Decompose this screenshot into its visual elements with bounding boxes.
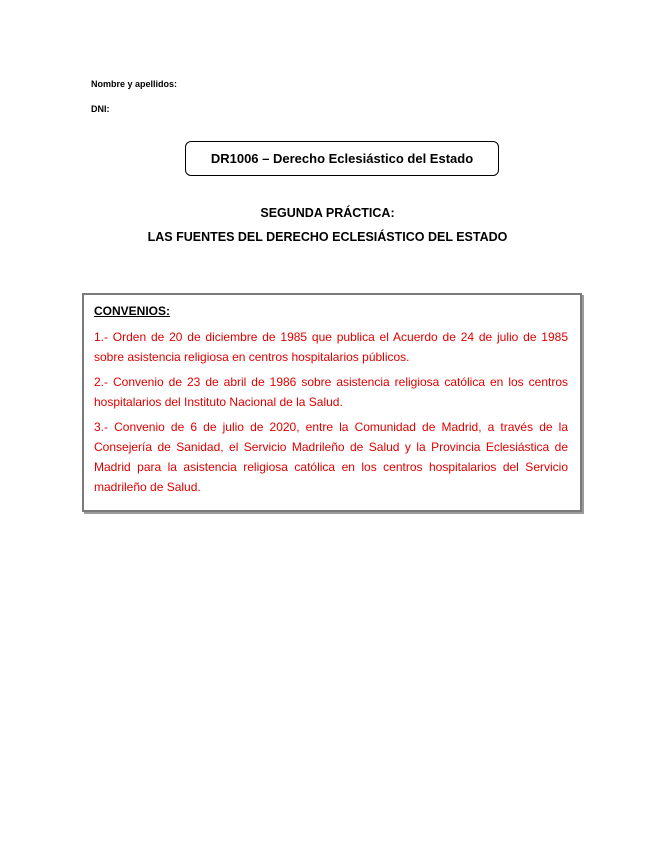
convenio-item-1: 1.- Orden de 20 de diciembre de 1985 que publica el Acuerdo de 24 de julio de 1985 sobre asistencia religiosa en centros hospitalarios públicos.	[94, 330, 568, 364]
convenio-item-2: 2.- Convenio de 23 de abril de 1986 sobre asistencia religiosa católica en los centros hospitalarios del Instituto Nacional de la Salud.	[94, 375, 568, 409]
name-field-label: Nombre y apellidos:	[91, 79, 178, 89]
convenios-box	[82, 293, 582, 512]
course-title-box	[185, 141, 499, 176]
course-title: DR1006 – Derecho Eclesiástico del Estado	[210, 151, 474, 166]
dni-field-label: DNI:	[91, 104, 110, 114]
convenios-title: CONVENIOS:	[94, 304, 171, 318]
practice-subheading: LAS FUENTES DEL DERECHO ECLESIÁSTICO DEL ESTADO	[147, 230, 508, 244]
convenio-item-3: 3.- Convenio de 6 de julio de 2020, entre la Comunidad de Madrid, a través de la Consejería de Sanidad, el Servicio Madrileño de Salud y la Provincia Eclesiástica de Madrid para la asistencia religiosa católica en los centros hospitalarios del Servicio madrileño de Salud.	[94, 420, 568, 494]
practice-heading: SEGUNDA PRÁCTICA:	[260, 206, 395, 220]
